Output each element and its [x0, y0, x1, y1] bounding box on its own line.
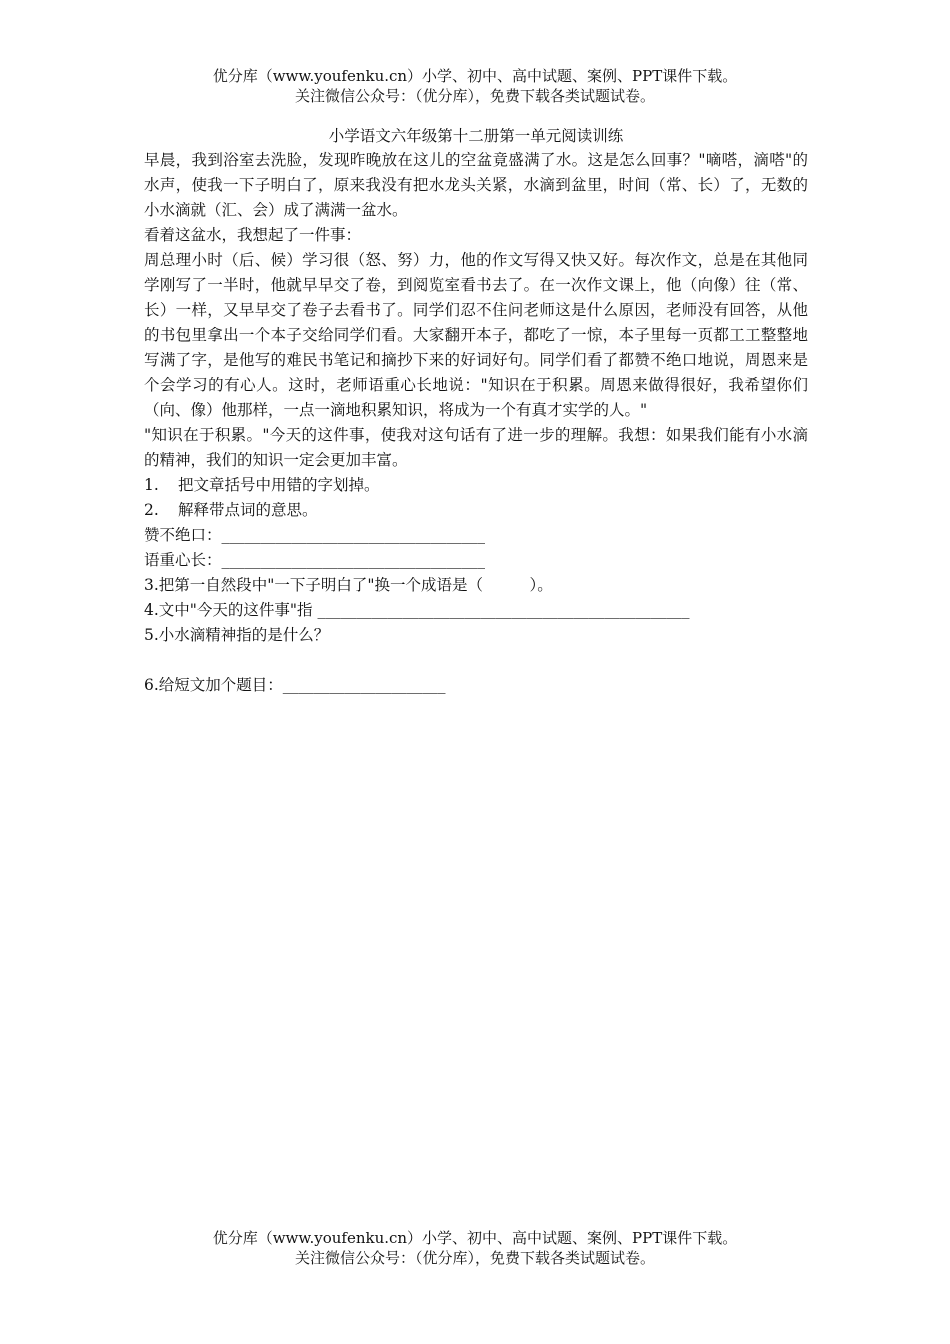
question-5: 5.小水滴精神指的是什么？: [144, 626, 330, 644]
passage-paragraph-3: 周总理小时（后、候）学习很（怒、努）力，他的作文写得又快又好。每次作文，总是在其他同学刚写了一半时，他就早早交了卷，到阅览室看书去了。在一次作文课上，他（向像）往（常、长）一样，又早早交了卷子去看书了。同学们忍不住问老师这是什么原因，老师没有回答，从他的书包里拿出一个本子交给同学们看。大家翻开本子，都吃了一惊，本子里每一页都工工整整地写满了字，是他写的难民书笔记和摘抄下来的好词好句。同学们看了都赞不绝口地说，周恩来是个会学习的有心人。这时，老师语重心长地说："知识在于积累。周恩来做得很好，我希望你们（向、像）他那样，一点一滴地积累知识，将成为一个有真才实学的人。": [144, 251, 808, 419]
question-2-number: 2.: [144, 501, 159, 519]
passage-paragraph-4: "知识在于积累。"今天的这件事，使我对这句话有了进一步的理解。我想：如果我们能有小水滴的精神，我们的知识一定会更加丰富。: [144, 426, 808, 469]
question-1-text: 把文章括号中用错的字划掉。: [178, 476, 380, 494]
question-1-number: 1.: [144, 476, 159, 494]
question-2b-blank: 语重心长：__________________________________: [144, 551, 486, 569]
question-2: [144, 498, 808, 523]
spacer: [144, 648, 808, 673]
page-header: [0, 66, 950, 106]
page-footer: [0, 1228, 950, 1268]
question-1: [144, 473, 808, 498]
question-2-text: 解释带点词的意思。: [178, 501, 318, 519]
document-title: 小学语文六年级第十二册第一单元阅读训练: [328, 127, 624, 145]
header-line-1: 优分库（www.youfenku.cn）小学、初中、高中试题、案例、PPT课件下载。: [212, 67, 738, 85]
question-3: 3.把第一自然段中"一下子明白了"换一个成语是（ ）。: [144, 576, 553, 594]
question-6: 6.给短文加个题目：_____________________: [144, 676, 446, 694]
footer-line-2: 关注微信公众号：（优分库），免费下载各类试题试卷。: [294, 1249, 655, 1267]
header-line-2: 关注微信公众号：（优分库），免费下载各类试题试卷。: [294, 87, 655, 105]
question-2a-blank: 赞不绝口：__________________________________: [144, 526, 486, 544]
footer-line-1: 优分库（www.youfenku.cn）小学、初中、高中试题、案例、PPT课件下载。: [212, 1229, 738, 1247]
document-body: [144, 124, 808, 698]
passage-paragraph-1: 早晨，我到浴室去洗脸，发现昨晚放在这儿的空盆竟盛满了水。这是怎么回事？"嘀嗒，滴嗒"的水声，使我一下子明白了，原来我没有把水龙头关紧，水滴到盆里，时间（常、长）了，无数的小水滴就（汇、会）成了满满一盆水。: [144, 151, 808, 219]
passage-paragraph-2: 看着这盆水，我想起了一件事：: [144, 226, 362, 244]
question-4: 4.文中"今天的这件事"指 ________________________________________________: [144, 601, 690, 619]
